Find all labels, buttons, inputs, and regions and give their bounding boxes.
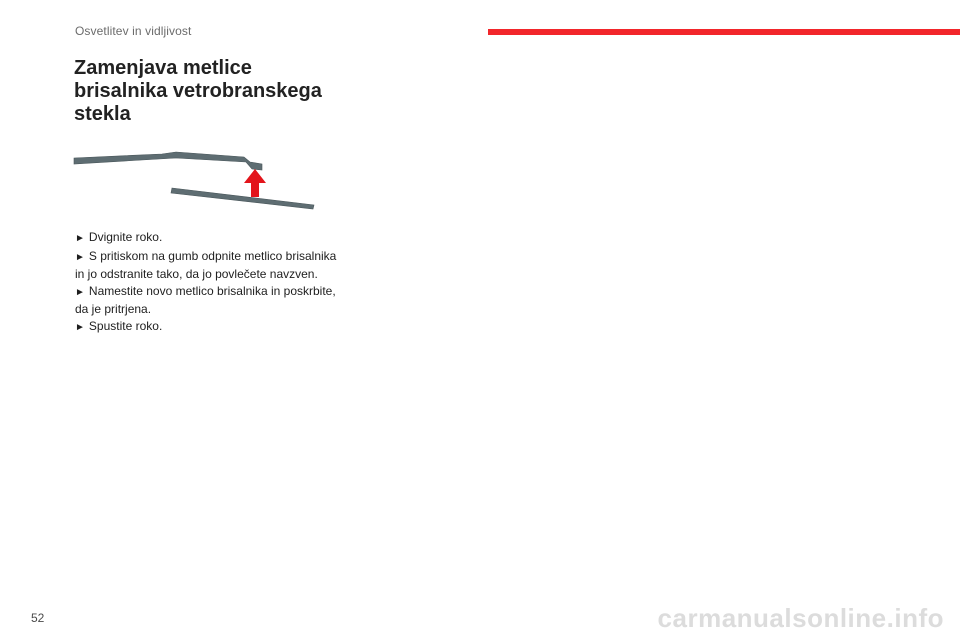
section-accent-bar <box>488 29 960 35</box>
section-title: Zamenjava metlice brisalnika vetrobranskega stekla <box>74 57 322 125</box>
page-number: 52 <box>31 611 45 625</box>
bullet-arrow-icon: ► <box>75 233 85 244</box>
instruction-step <box>75 318 337 337</box>
step-text: Spustite roko. <box>88 318 163 333</box>
instruction-step <box>75 283 337 318</box>
watermark: carmanualsonline.info <box>657 603 944 633</box>
running-header: Osvetlitev in vidljivost <box>75 24 192 38</box>
instruction-step <box>75 229 337 248</box>
wiper-blade <box>171 188 314 209</box>
bullet-arrow-icon: ► <box>75 321 85 333</box>
step-text: Namestite novo metlico brisalnika in poskrbite, da je pritrjena. <box>75 283 336 316</box>
bullet-arrow-icon: ► <box>75 286 85 298</box>
bullet-arrow-icon: ► <box>75 251 85 263</box>
instruction-step <box>75 248 337 283</box>
instruction-steps <box>75 229 337 336</box>
wiper-arm <box>74 152 262 170</box>
lift-arrow-icon <box>244 169 266 197</box>
step-text: Dvignite roko. <box>88 230 163 244</box>
step-text: S pritiskom na gumb odpnite metlico brisalnika in jo odstranite tako, da jo povlečete navzven. <box>75 248 337 281</box>
wiper-arm-lift-icon <box>72 148 320 214</box>
